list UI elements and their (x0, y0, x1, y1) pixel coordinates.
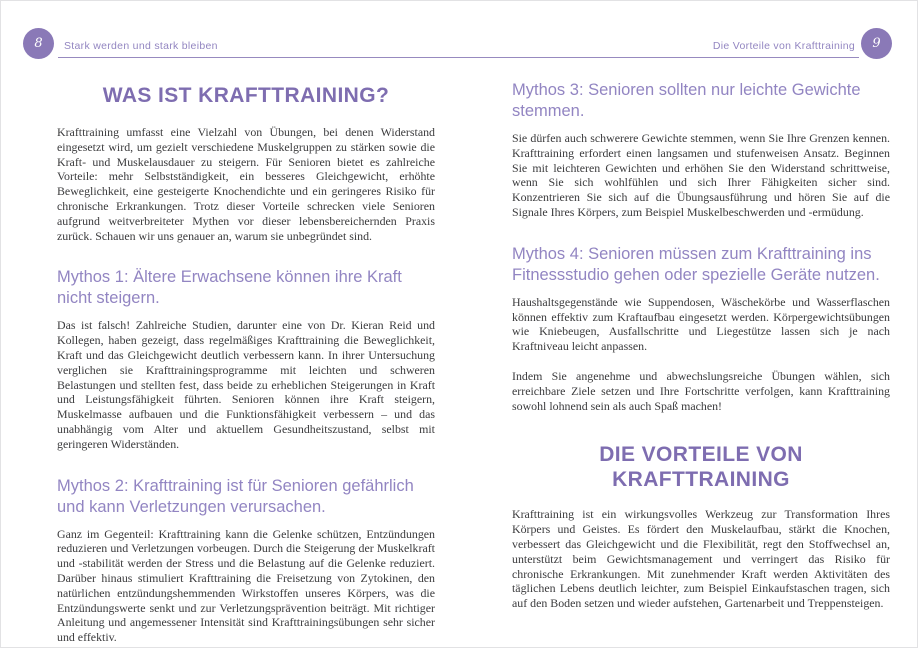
mythos-1-paragraph: Das ist falsch! Zahlreiche Studien, darunter eine von Dr. Kieran Reid und Kollegen, haben gezeigt, dass regelmäßiges Krafttraining die Beweglichkeit, Kraft und das Gleichgewicht deutlich verbessern kann. In ihrer Untersuchung verglichen sie Krafttrainingsprogramme mit leichten und schweren Belastungen und stellten fest, dass beide zu erheblichen Steigerungen in Kraft und Leistungsfähigkeit führten. Senioren können ihre Kraft steigern, Muskelmasse aufbauen und die Funktionsfähigkeit verbessern – und das unabhängig vom Alter und aktuellem Gesundheitszustand, selbst mit geringeren Widerständen. (57, 318, 435, 451)
intro-paragraph: Krafttraining umfasst eine Vielzahl von Übungen, bei denen Widerstand eingesetzt wird, um gezielt verschiedene Muskelgruppen zu stärken sowie die Kraft- und Muskelausdauer zu steigern. Für Senioren bietet es zahlreiche Vorteile: mehr Selbstständigkeit, ein besseres Gleichgewicht, erhöhte Beweglichkeit, eine gesteigerte Knochendichte und ein geringeres Risiko für chronische Erkrankungen. Trotz dieser Vorteile schrecken viele Senioren aufgrund weitverbreiteter Mythen vor dieser lebensbereichernden Praxis zurück. Schauen wir uns genauer an, warum sie unbegründet sind. (57, 125, 435, 243)
left-page-column (57, 76, 435, 645)
page-title-was-ist-krafttraining: WAS IST KRAFTTRAINING? (102, 84, 390, 107)
right-page-number: 9 (872, 36, 881, 51)
mythos-3-heading: Mythos 3: Senioren sollten nur leichte Gewichte stemmen. (512, 81, 861, 120)
header-rule (58, 57, 859, 58)
mythos-1-heading: Mythos 1: Ältere Erwachsene können ihre Kraft nicht steigern. (57, 268, 402, 308)
mythos-2-heading: Mythos 2: Krafttraining ist für Senioren gefährlich und kann Verletzungen verursachen. (57, 476, 414, 516)
mythos-2-paragraph: Ganz im Gegenteil: Krafttraining kann die Gelenke schützen, Entzündungen reduzieren und Verletzungen vorbeugen. Durch die Steigerung der Muskelkraft und -stabilität werden der Stress und die Belastung auf die Gelenke reduziert. Darüber hinaus stimuliert Krafttraining die Freisetzung von Zytokinen, den natürlichen entzündungshemmenden Wirkstoffen unseres Körpers, was die Entzündungswerte senkt und zur Verletzungsprävention beiträgt. Mit richtiger Anleitung und angemessener Intensität sind Krafttrainingsübungen sehr sicher und effektiv. (57, 526, 435, 645)
right-running-header: Die Vorteile von Krafttraining (712, 40, 855, 52)
right-page-column (512, 76, 890, 611)
vorteile-paragraph: Krafttraining ist ein wirkungsvolles Werkzeug zur Transformation Ihres Körpers und Geistes. Es fördert den Muskelaufbau, stärkt die Knochen, verbessert das Gleichgewicht und die Flexibilität, regt den Stoffwechsel an, unterstützt beim Gewichtsmanagement und verringert das Risiko für chronische Erkrankungen. Mit zunehmender Kraft werden Aktivitäten des täglichen Lebens deutlich leichter, zum Beispiel Einkaufstaschen tragen, sich auf den Boden setzen und wieder aufstehen, Gartenarbeit und Treppensteigen. (512, 507, 890, 611)
right-page-number-badge (861, 28, 892, 59)
left-page-number-badge (23, 28, 54, 59)
mythos-3-paragraph: Sie dürfen auch schwerere Gewichte stemmen, wenn Sie Ihre Grenzen kennen. Krafttraining erfordert einen langsamen und stufenweisen Ansatz. Beginnen Sie mit leichteren Gewichten und erhöhen Sie den Widerstand schrittweise, wenn Sie sich wohlfühlen und sich Ihrer Fähigkeiten sicher sind. Konzentrieren Sie sich auf die Übungsausführung und hören Sie auf die Signale Ihres Körpers, zum Beispiel Muskelbeschwerden und -ermüdung. (512, 131, 890, 219)
mythos-4-paragraph-2: Indem Sie angenehme und abwechslungsreiche Übungen wählen, sich erreichbare Ziele setzen und Ihre Fortschritte verfolgen, kann Krafttraining sowohl lohnend sein als auch Spaß machen! (512, 368, 890, 413)
left-page-number: 8 (34, 36, 43, 51)
page-title-die-vorteile: DIE VORTEILE VON KRAFTTRAINING (599, 443, 803, 492)
mythos-4-heading: Mythos 4: Senioren müssen zum Krafttraining ins Fitnessstudio gehen oder spezielle Geräte nutzen. (512, 244, 880, 284)
mythos-4-paragraph-1: Haushaltsgegenstände wie Suppendosen, Wäschekörbe und Wasserflaschen können effektiv zum Kraftaufbau eingesetzt werden. Körpergewichtsübungen wie Kniebeugen, Ausfallschritte und Liegestütze lassen sich je nach Kraftniveau leicht anpassen. (512, 294, 890, 354)
left-running-header: Stark werden und stark bleiben (64, 40, 218, 52)
